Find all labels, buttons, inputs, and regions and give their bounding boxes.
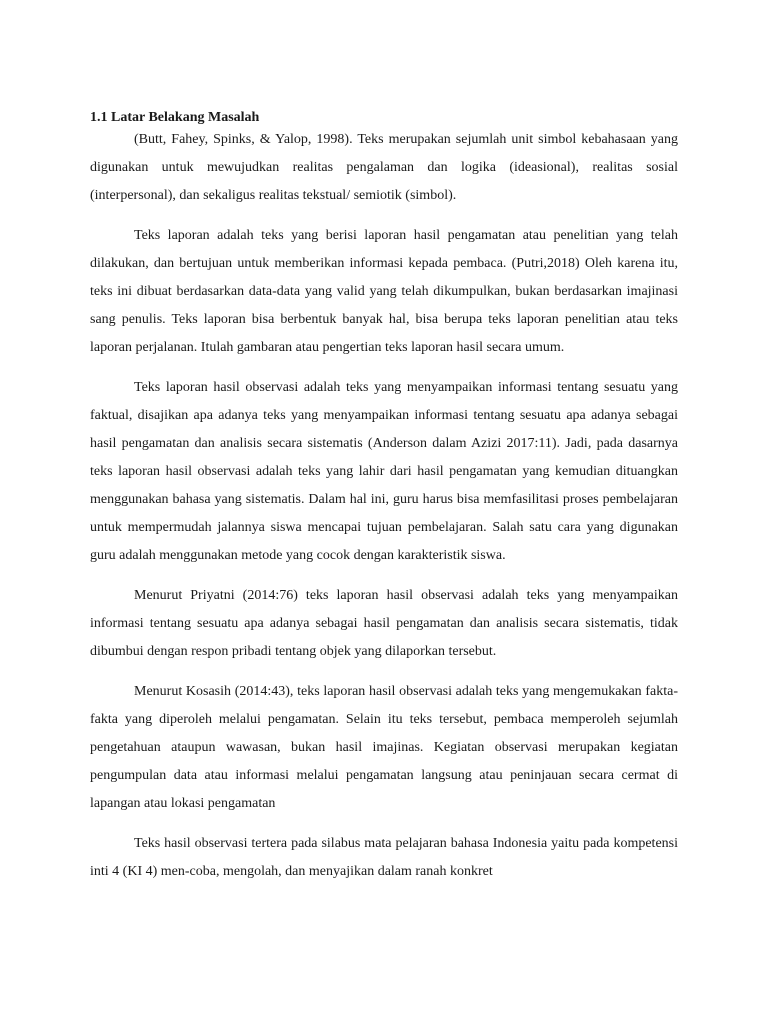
paragraph-4: Menurut Priyatni (2014:76) teks laporan hasil observasi adalah teks yang menyampaikan informasi tentang sesuatu apa adanya sebagai hasil pengamatan dan analisis secara sistematis, tidak dibumbui dengan respon pribadi tentang objek yang dilaporkan tersebut.	[90, 588, 678, 659]
paragraph-6: Teks hasil observasi tertera pada silabus mata pelajaran bahasa Indonesia yaitu pada kompetensi inti 4 (KI 4) men-coba, mengolah, dan menyajikan dalam ranah konkret	[90, 836, 678, 879]
paragraph-2: Teks laporan adalah teks yang berisi laporan hasil pengamatan atau penelitian yang telah dilakukan, dan bertujuan untuk memberikan informasi kepada pembaca. (Putri,2018) Oleh karena itu, teks ini dibuat berdasarkan data-data yang valid yang telah dikumpulkan, bukan berdasarkan imajinasi sang penulis. Teks laporan bisa berbentuk banyak hal, bisa berupa teks laporan penelitian atau teks laporan perjalanan. Itulah gambaran atau pengertian teks laporan hasil secara umum.	[90, 228, 678, 355]
section-heading: 1.1 Latar Belakang Masalah	[90, 110, 260, 125]
document-body	[90, 108, 678, 886]
paragraph-1: (Butt, Fahey, Spinks, & Yalop, 1998). Teks merupakan sejumlah unit simbol kebahasaan yang digunakan untuk mewujudkan realitas pengalaman dan logika (ideasional), realitas sosial (interpersonal), dan sekaligus realitas tekstual/ semiotik (simbol).	[90, 132, 678, 203]
paragraph-5: Menurut Kosasih (2014:43), teks laporan hasil observasi adalah teks yang mengemukakan fakta-fakta yang diperoleh melalui pengamatan. Selain itu teks tersebut, pembaca memperoleh sejumlah pengetahuan ataupun wawasan, bukan hasil imajinas. Kegiatan observasi merupakan kegiatan pengumpulan data atau informasi melalui pengamatan langsung atau peninjauan secara cermat di lapangan atau lokasi pengamatan	[90, 684, 678, 811]
paragraph-3: Teks laporan hasil observasi adalah teks yang menyampaikan informasi tentang sesuatu yang faktual, disajikan apa adanya teks yang menyampaikan informasi tentang sesuatu apa adanya sebagai hasil pengamatan dan analisis secara sistematis (Anderson dalam Azizi 2017:11). Jadi, pada dasarnya teks laporan hasil observasi adalah teks yang lahir dari hasil pengamatan yang kemudian dituangkan menggunakan bahasa yang sistematis. Dalam hal ini, guru harus bisa memfasilitasi proses pembelajaran untuk mempermudah jalannya siswa mencapai tujuan pembelajaran. Salah satu cara yang digunakan guru adalah menggunakan metode yang cocok dengan karakteristik siswa.	[90, 380, 678, 563]
